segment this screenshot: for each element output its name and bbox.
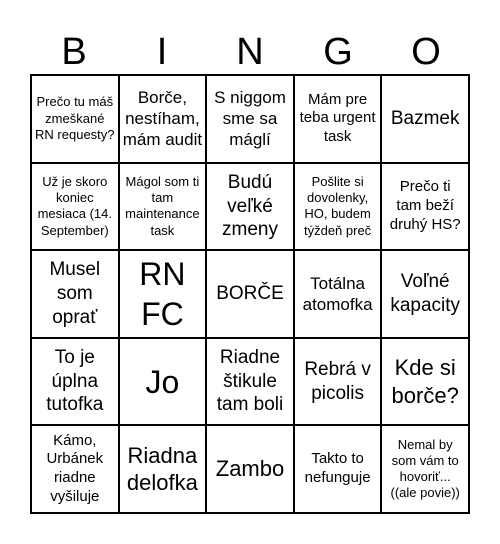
bingo-cell[interactable]: RN FC <box>119 250 207 338</box>
bingo-cell[interactable]: Budú veľké zmeny <box>206 163 294 251</box>
bingo-cell[interactable]: Borče, nestíham, mám audit <box>119 75 207 163</box>
bingo-cell[interactable]: Zambo <box>206 425 294 513</box>
bingo-grid <box>30 74 470 514</box>
bingo-cell[interactable]: Riadne štikule tam boli <box>206 338 294 426</box>
bingo-cell[interactable]: Takto to nefunguje <box>294 425 382 513</box>
header-letter-o: O <box>411 31 441 73</box>
header-letter-b: B <box>61 31 87 73</box>
bingo-cell[interactable]: Mágol som ti tam maintenance task <box>119 163 207 251</box>
bingo-cell[interactable]: Prečo ti tam beží druhý HS? <box>381 163 469 251</box>
header-letter-n: N <box>236 31 264 73</box>
bingo-cell[interactable]: Musel som oprať <box>31 250 119 338</box>
bingo-cell[interactable]: Kde si borče? <box>381 338 469 426</box>
header-letter-g: G <box>323 31 353 73</box>
bingo-cell[interactable]: Voľné kapacity <box>381 250 469 338</box>
bingo-cell[interactable]: Riadna delofka <box>119 425 207 513</box>
bingo-cell[interactable]: S niggom sme sa máglí <box>206 75 294 163</box>
bingo-header <box>30 30 470 74</box>
bingo-cell[interactable]: Kámo, Urbánek riadne vyšiluje <box>31 425 119 513</box>
bingo-cell[interactable]: To je úplna tutofka <box>31 338 119 426</box>
bingo-cell[interactable]: Totálna atomofka <box>294 250 382 338</box>
bingo-cell[interactable]: Mám pre teba urgent task <box>294 75 382 163</box>
bingo-cell[interactable]: Bazmek <box>381 75 469 163</box>
bingo-cell[interactable]: Pošlite si dovolenky, HO, budem týždeň preč <box>294 163 382 251</box>
bingo-cell[interactable]: Už je skoro koniec mesiaca (14. September) <box>31 163 119 251</box>
bingo-cell[interactable]: Jo <box>119 338 207 426</box>
bingo-cell[interactable]: Prečo tu máš zmeškané RN requesty? <box>31 75 119 163</box>
bingo-cell[interactable]: Nemal by som vám to hovoriť... ((ale povie)) <box>381 425 469 513</box>
bingo-cell[interactable]: BORČE <box>206 250 294 338</box>
header-letter-i: I <box>156 31 168 73</box>
bingo-cell[interactable]: Rebrá v picolis <box>294 338 382 426</box>
